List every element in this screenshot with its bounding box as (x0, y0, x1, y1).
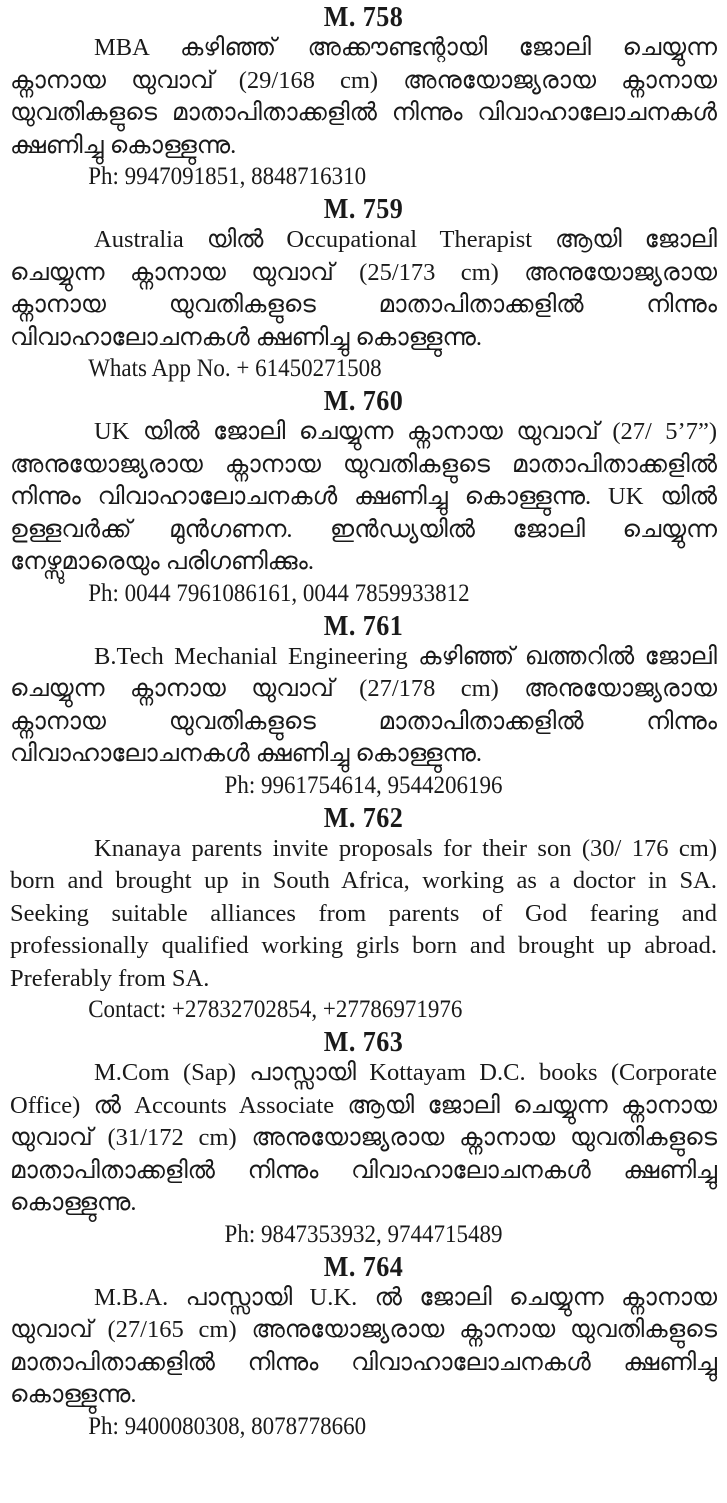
ad-description: Australia യിൽ Occupational Therapist ആയി ജോലി ചെയ്യുന്ന ക്നാനായ യുവാവ് (25/173 cm) അനുയോജ്യരായ ക്നാനായ യുവതികളുടെ മാതാപിതാക്കളിൽ നിന്നും വിവാഹാലോചനകൾ ക്ഷണിച്ചു കൊള്ളുന്നു. (10, 226, 717, 351)
ad-contact: Ph: 9947091851, 8848716310 (88, 163, 367, 190)
ad-contact: Ph: 9400080308, 8078778660 (88, 1412, 367, 1440)
matrimonial-ad (10, 2, 717, 192)
matrimonial-ad (10, 803, 717, 1026)
ad-description: MBA കഴിഞ്ഞ് അക്കൗണ്ടന്റായി ജോലി ചെയ്യുന്ന ക്നാനായ യുവാവ് (29/168 cm) അനുയോജ്യരായ ക്നാനായ യുവതികളുടെ മാതാപിതാക്കളിൽ നിന്നും വിവാഹാലോചനകൾ ക്ഷണിച്ചു കൊള്ളുന്നു. (10, 34, 717, 159)
ad-description: Knanaya parents invite proposals for their son (30/ 176 cm) born and brought up in South Africa, working as a doctor in SA. Seeking suitable alliances from parents of God fearing and professionally qualified working girls born and brought up abroad. Preferably from SA. (10, 834, 717, 992)
ad-number: M. 758 (323, 1, 404, 33)
ad-contact: Ph: 0044 7961086161, 0044 7859933812 (88, 579, 470, 607)
matrimonial-ad (10, 194, 717, 384)
ad-number: M. 761 (323, 609, 404, 642)
ad-description: M.Com (Sap) പാസ്സായി Kottayam D.C. books (Corporate Office) ൽ Accounts Associate ആയി ജോലി ചെയ്യുന്ന ക്നാനായ യുവാവ് (31/172 cm) അനുയോജ്യരായ ക്നാനായ യുവതികളുടെ മാതാപിതാക്കളിൽ നിന്നും വിവാഹാലോചനകൾ ക്ഷണിച്ചു കൊള്ളുന്നു. (10, 1059, 717, 1216)
ad-number: M. 763 (323, 1026, 404, 1058)
ad-description: B.Tech Mechanial Engineering കഴിഞ്ഞ് ഖത്തറിൽ ജോലി ചെയ്യുന്ന ക്നാനായ യുവാവ് (27/178 cm) അനുയോജ്യരായ ക്നാനായ യുവതികളുടെ മാതാപിതാക്കളിൽ നിന്നും വിവാഹാലോചനകൾ ക്ഷണിച്ചു കൊള്ളുന്നു. (10, 642, 717, 767)
ad-contact: Ph: 9961754614, 9544206196 (224, 771, 503, 799)
ad-contact: Whats App No. + 61450271508 (88, 355, 382, 382)
ad-contact: Contact: +27832702854, +27786971976 (88, 996, 463, 1023)
ad-description: UK യിൽ ജോലി ചെയ്യുന്ന ക്നാനായ യുവാവ് (27/ 5’7”) അനുയോജ്യരായ ക്നാനായ യുവതികളുടെ മാതാപിതാക്കളിൽ നിന്നും വിവാഹാലോചനകൾ ക്ഷണിച്ചു കൊള്ളുന്നു. UK യിൽ ഉള്ളവർക്ക് മുൻഗണന. ഇൻഡ്യയിൽ ജോലി ചെയ്യുന്ന നേഴ്സുമാരെയും പരിഗണിക്കും. (10, 418, 717, 575)
matrimonial-column (0, 2, 727, 1442)
matrimonial-ad (10, 1027, 717, 1250)
ad-number: M. 759 (323, 193, 404, 225)
ad-contact: Ph: 9847353932, 9744715489 (224, 1220, 503, 1248)
ad-number: M. 762 (323, 801, 404, 834)
ad-number: M. 764 (323, 1250, 404, 1283)
matrimonial-ad (10, 611, 717, 801)
ad-description: M.B.A. പാസ്സായി U.K. ൽ ജോലി ചെയ്യുന്ന ക്നാനായ യുവാവ് (27/165 cm) അനുയോജ്യരായ ക്നാനായ യുവതികളുടെ മാതാപിതാക്കളിൽ നിന്നും വിവാഹാലോചനകൾ ക്ഷണിച്ചു കൊള്ളുന്നു. (10, 1283, 717, 1408)
matrimonial-ad (10, 1252, 717, 1442)
ad-number: M. 760 (323, 385, 404, 417)
matrimonial-ad (10, 386, 717, 609)
